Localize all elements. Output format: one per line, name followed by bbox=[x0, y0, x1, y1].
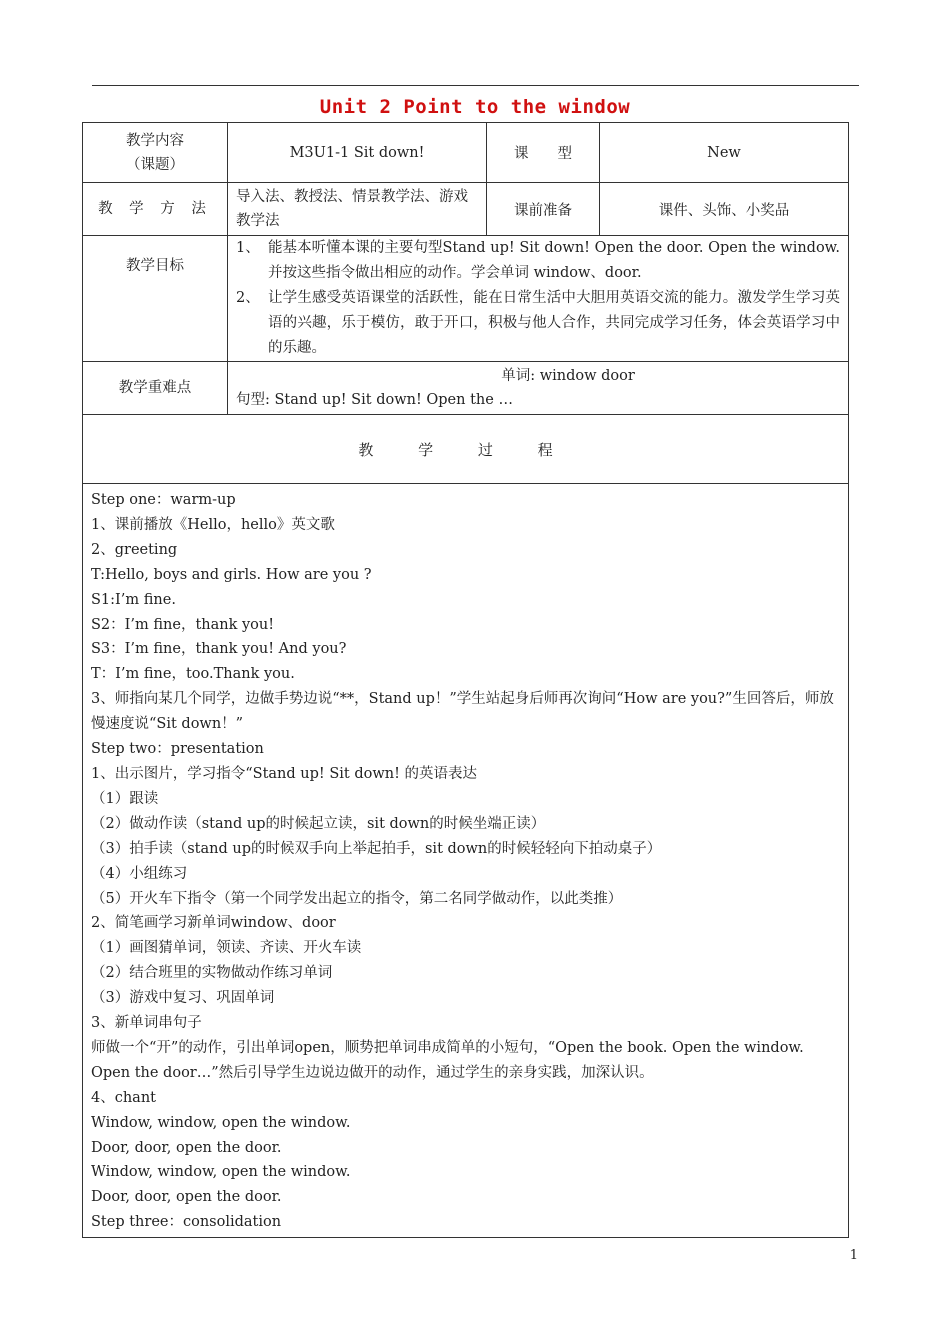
goals-cell bbox=[228, 236, 849, 362]
process-line: 1、出示图片，学习指令“Stand up! Sit down! 的英语表达 bbox=[91, 765, 478, 782]
row-content bbox=[83, 123, 849, 183]
row-method bbox=[83, 183, 849, 236]
goal-text: 能基本听懂本课的主要句型Stand up! Sit down! Open the door. Open the window.并按这些指令做出相应的动作。学会单词 window、door. bbox=[268, 240, 840, 281]
goal-label: 教学目标 bbox=[83, 236, 228, 362]
row-process-title bbox=[83, 415, 849, 484]
process-line: 1、课前播放《Hello，hello》英文歌 bbox=[91, 516, 335, 533]
process-line: Window, window, open the window. bbox=[91, 1114, 351, 1131]
method-value: 导入法、教授法、情景教学法、游戏教学法 bbox=[228, 183, 487, 236]
page-number: 1 bbox=[849, 1248, 858, 1263]
keypoints-cell bbox=[228, 362, 849, 415]
keypoints-words: 单词: window door bbox=[501, 368, 635, 384]
goal-number: 1、 bbox=[236, 240, 260, 256]
row-keypoints bbox=[83, 362, 849, 415]
content-label-line2: （课题） bbox=[126, 156, 184, 173]
process-line: （3）拍手读（stand up的时候双手向上举起拍手，sit down的时候轻轻向下拍动桌子） bbox=[91, 840, 662, 857]
process-line: 2、greeting bbox=[91, 541, 178, 558]
process-line: Door, door, open the door. bbox=[91, 1139, 282, 1156]
process-line: 3、新单词串句子 bbox=[91, 1015, 202, 1032]
process-line: 4、chant bbox=[91, 1089, 156, 1106]
content-label-cell bbox=[83, 123, 228, 183]
process-line: S2：I’m fine，thank you! bbox=[91, 616, 275, 633]
goal-text: 让学生感受英语课堂的活跃性，能在日常生活中大胆用英语交流的能力。激发学生学习英语的兴趣，乐于模仿，敢于开口，积极与他人合作，共同完成学习任务，体会英语学习中的乐趣。 bbox=[268, 290, 840, 356]
process-lines bbox=[91, 488, 840, 1235]
process-line: （2）做动作读（stand up的时候起立读，sit down的时候坐端正读） bbox=[91, 815, 546, 832]
goal-item-1 bbox=[234, 236, 840, 286]
process-line: （4）小组练习 bbox=[91, 865, 188, 882]
process-line: （1）跟读 bbox=[91, 790, 159, 807]
process-line: T:Hello, boys and girls. How are you ? bbox=[91, 566, 372, 583]
row-goals bbox=[83, 236, 849, 362]
process-line: （5）开火车下指令（第一个同学发出起立的指令，第二名同学做动作，以此类推） bbox=[91, 890, 623, 907]
process-line: 3、师指向某几个同学，边做手势边说“**，Stand up！”学生站起身后师再次询问“How are you?”生回答后，师放慢速度说“Sit down！” bbox=[91, 691, 834, 733]
process-line: 师做一个“开”的动作，引出单词open，顺势把单词串成简单的小短句，“Open the book. Open the window. Open the door…”然后引导学生边说边做开的动作，通过学生的亲身实践，加深认识。 bbox=[91, 1039, 809, 1081]
prep-label: 课前准备 bbox=[487, 183, 600, 236]
row-process bbox=[83, 484, 849, 1238]
process-line: （1）画图猜单词，领读、齐读、开火车读 bbox=[91, 940, 362, 957]
content-label-line1: 教学内容 bbox=[126, 132, 184, 149]
type-label: 课 型 bbox=[487, 123, 600, 183]
goal-number: 2、 bbox=[236, 290, 260, 306]
process-line: Door, door, open the door. bbox=[91, 1189, 282, 1206]
process-line: （3）游戏中复习、巩固单词 bbox=[91, 990, 275, 1007]
process-line: （2）结合班里的实物做动作练习单词 bbox=[91, 965, 333, 982]
process-line: S3：I’m fine，thank you! And you? bbox=[91, 641, 347, 658]
type-value: New bbox=[600, 123, 849, 183]
process-line: Step one：warm-up bbox=[91, 492, 236, 508]
keypoints-sentences: 句型: Stand up! Sit down! Open the … bbox=[236, 392, 513, 408]
process-line: S1:I’m fine. bbox=[91, 591, 176, 608]
prep-value: 课件、头饰、小奖品 bbox=[600, 183, 849, 236]
keypoints-label: 教学重难点 bbox=[83, 362, 228, 415]
goal-item-2 bbox=[234, 286, 840, 361]
process-line: T：I’m fine，too.Thank you. bbox=[91, 666, 295, 683]
content-value: M3U1-1 Sit down! bbox=[228, 123, 487, 183]
process-line: 2、简笔画学习新单词window、door bbox=[91, 915, 336, 932]
process-line: Step two：presentation bbox=[91, 741, 264, 758]
lesson-plan-table bbox=[82, 122, 849, 1238]
process-cell bbox=[83, 484, 849, 1238]
page-title: Unit 2 Point to the window bbox=[319, 96, 631, 118]
process-line: Step three：consolidation bbox=[91, 1214, 282, 1231]
process-line: Window, window, open the window. bbox=[91, 1164, 351, 1181]
method-label: 教 学 方 法 bbox=[83, 183, 228, 236]
process-title: 教 学 过 程 bbox=[83, 415, 849, 484]
header-rule bbox=[92, 85, 859, 86]
